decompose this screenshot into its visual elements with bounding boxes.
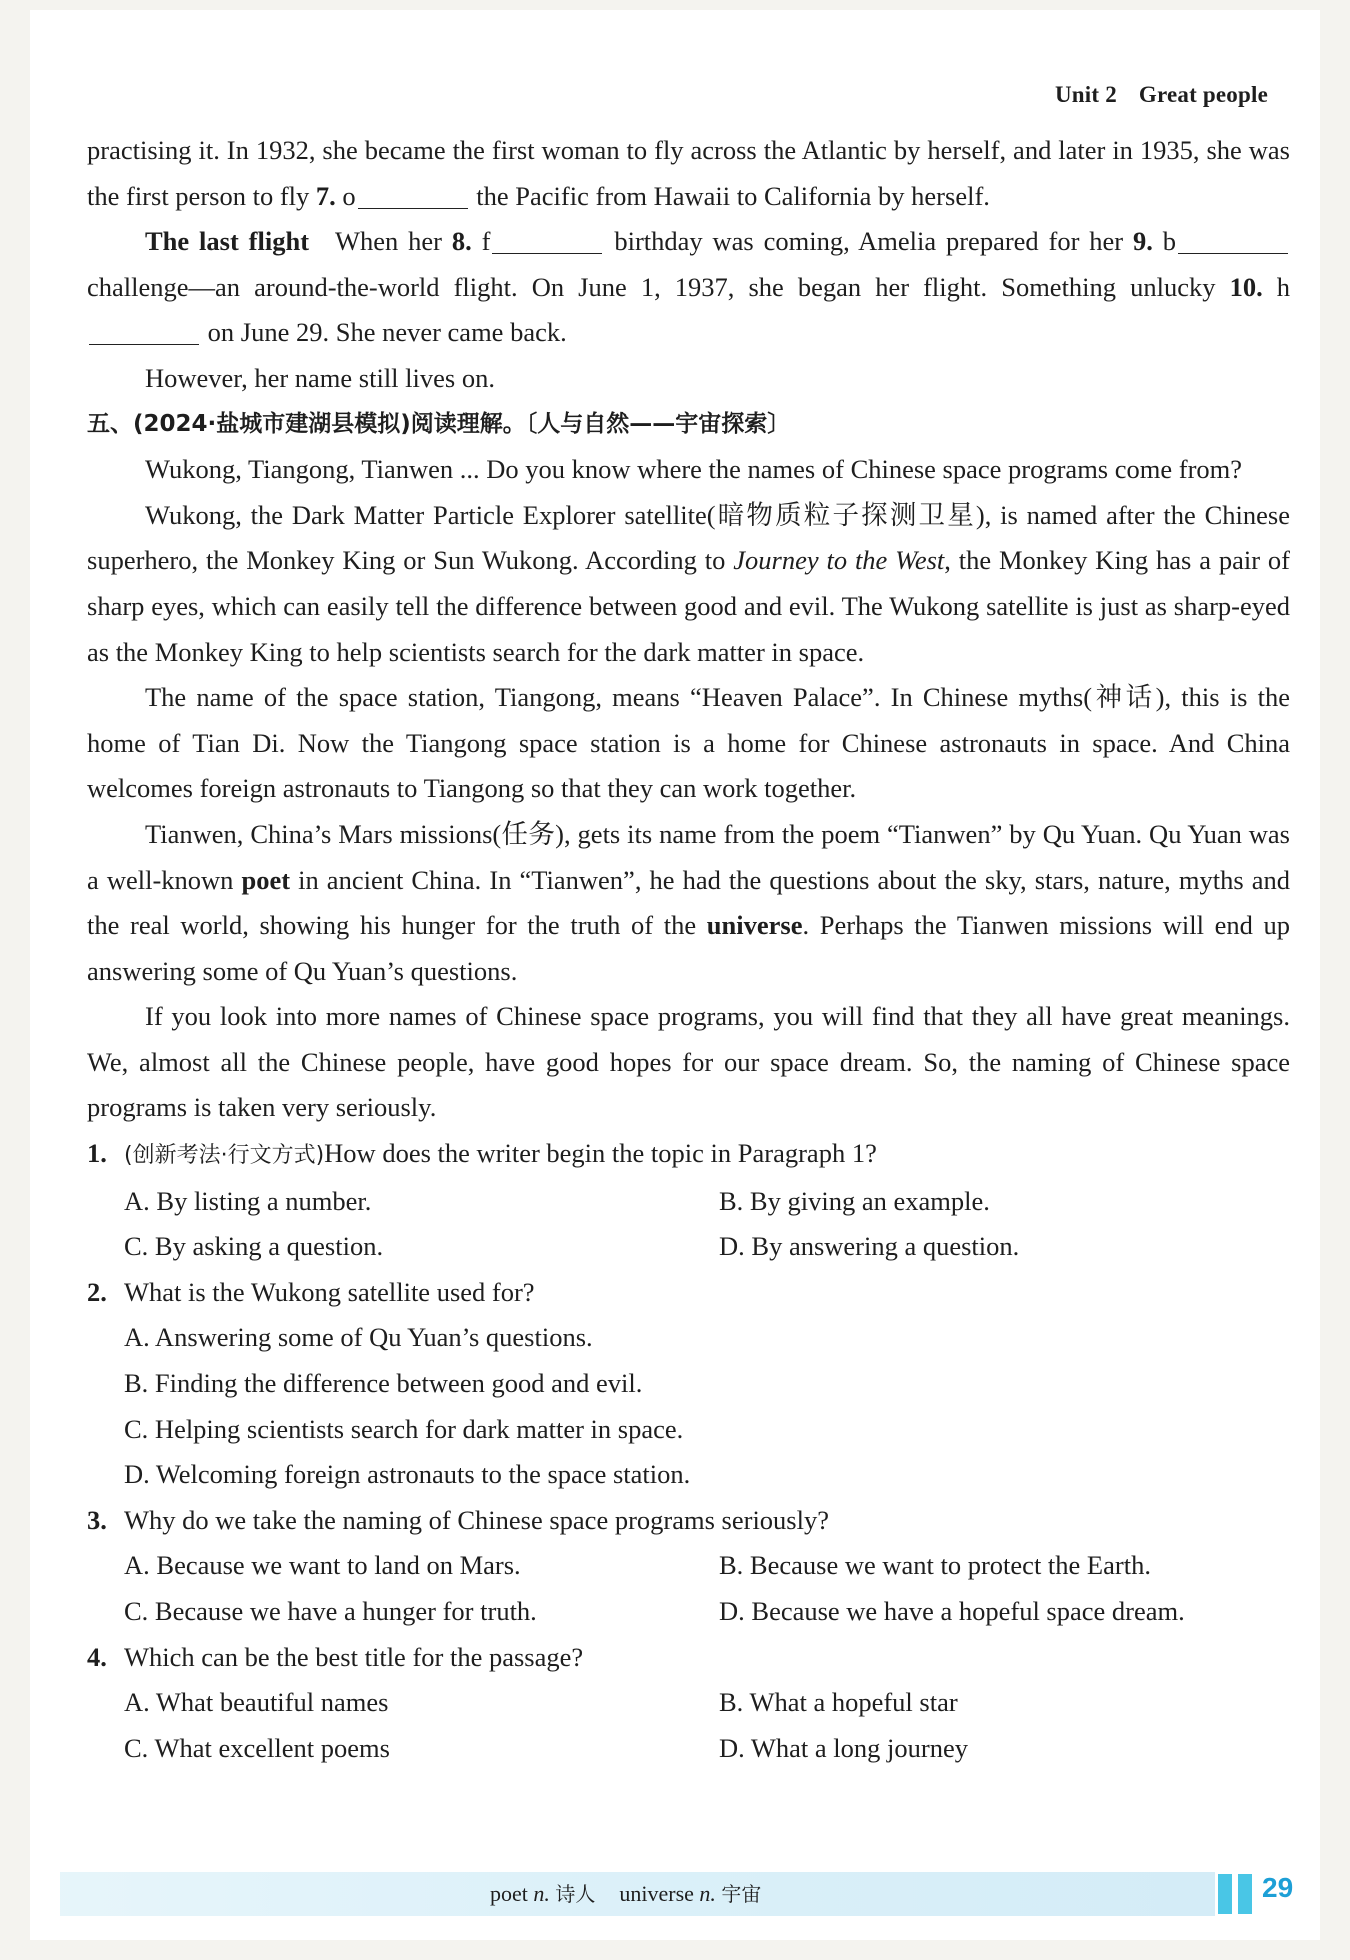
passage-paragraph-2: Wukong, the Dark Matter Particle Explorer satellite(暗物质粒子探测卫星), is named after the Chinese superhero, the Monkey King or Sun Wukong. According to Journey to the West, the Monkey King has a pair of sharp eyes, which can easily tell the difference between good and evil. The Wukong satellite is just as sharp-eyed as the Monkey King to help scientists search for the dark matter in space. — [87, 499, 1290, 667]
passage-paragraph-3: The name of the space station, Tiangong, means “Heaven Palace”. In Chinese myths(神话), this is the home of Tian Di. Now the Tiangong space station is a home for Chinese astronauts in space. And China welcomes foreign astronauts to Tiangong so that they can work together. — [87, 682, 1290, 804]
option-b[interactable]: B. What a hopeful star — [719, 1687, 958, 1718]
option-b[interactable]: B. Because we want to protect the Earth. — [719, 1550, 1151, 1581]
question-1 — [87, 1131, 1290, 1179]
option-a[interactable]: A. By listing a number. — [124, 1185, 372, 1216]
question-tag: (创新考法·行文方式) — [124, 1143, 325, 1169]
question-number: 2. — [87, 1276, 107, 1307]
q9-blank[interactable] — [1178, 223, 1288, 254]
option-c[interactable]: C. Helping scientists search for dark matter in space. — [124, 1413, 684, 1444]
unit-title: Great people — [1138, 82, 1268, 107]
vocabulary-gloss: poet n. 诗人 universe n. 宇宙 — [490, 1881, 762, 1906]
keyword-poet: poet — [241, 864, 291, 895]
question-text: How does the writer begin the topic in Paragraph 1? — [324, 1138, 877, 1169]
question-text: What is the Wukong satellite used for? — [124, 1276, 535, 1307]
option-d[interactable]: D. By answering a question. — [719, 1231, 1020, 1262]
passage-paragraph-1: Wukong, Tiangong, Tianwen ... Do you know where the names of Chinese space programs come from? — [145, 454, 1243, 485]
question-number: 4. — [87, 1641, 107, 1672]
passage-paragraph-4: Tianwen, China’s Mars missions(任务), gets its name from the poem “Tianwen” by Qu Yuan. Qu Yuan was a well-known poet in ancient China. In “Tianwen”, he had the questions about the sky, stars, nature, myths and the real world, showing his hunger for the truth of the universe. Perhaps the Tianwen missions will end up answering some of Qu Yuan’s questions. — [87, 818, 1290, 986]
textbook-page — [30, 10, 1320, 1940]
question-3 — [87, 1498, 1290, 1544]
carryover-paragraph: practising it. In 1932, she became the first woman to fly across the Atlantic by herself, and later in 1935, she was the first person to fly 7. o the Pacific from Hawaii to California by herself. — [87, 135, 1290, 211]
section-heading: 五、(2024·盐城市建湖县模拟)阅读理解。〔人与自然——宇宙探索〕 — [87, 410, 791, 437]
q8-blank[interactable] — [492, 223, 602, 254]
question-4-options — [87, 1680, 1290, 1771]
subheading-last-flight: The last flight — [145, 226, 310, 257]
last-flight-paragraph: The last flight When her 8. f birthday was coming, Amelia prepared for her 9. b challenge—an around-the-world flight. On June 1, 1937, she began her flight. Something unlucky 10. h on June 29. She never came back. — [87, 219, 1290, 356]
option-b[interactable]: B. Finding the difference between good and evil. — [124, 1368, 643, 1399]
passage-paragraph-5: If you look into more names of Chinese space programs, you will find that they all have great meanings. We, almost all the Chinese people, have good hopes for our space dream. So, the naming of Chinese space programs is taken very seriously. — [87, 1001, 1290, 1123]
page-content — [87, 128, 1290, 1771]
q7-blank[interactable] — [358, 178, 468, 209]
question-text: Why do we take the naming of Chinese space programs seriously? — [124, 1504, 829, 1535]
question-3-options — [87, 1543, 1290, 1634]
option-a[interactable]: A. What beautiful names — [124, 1687, 389, 1718]
option-d[interactable]: D. Because we have a hopeful space dream. — [719, 1596, 1185, 1626]
keyword-universe: universe — [706, 910, 803, 941]
question-number: 1. — [87, 1138, 107, 1169]
question-1-options — [87, 1179, 1290, 1270]
option-c[interactable]: C. What excellent poems — [124, 1732, 390, 1763]
option-b[interactable]: B. By giving an example. — [719, 1185, 990, 1216]
option-a[interactable]: A. Because we want to land on Mars. — [124, 1550, 521, 1581]
unit-label: Unit 2 — [1055, 82, 1117, 107]
question-text: Which can be the best title for the passage? — [124, 1641, 584, 1672]
running-header — [1055, 82, 1268, 108]
q10-blank[interactable] — [89, 314, 199, 345]
book-title: Journey to the West — [733, 545, 945, 576]
option-d[interactable]: D. Welcoming foreign astronauts to the space station. — [124, 1459, 691, 1490]
question-2-options — [87, 1315, 1290, 1497]
option-c[interactable]: C. By asking a question. — [124, 1231, 384, 1262]
option-a[interactable]: A. Answering some of Qu Yuan’s questions. — [124, 1322, 593, 1353]
page-number: 29 — [1262, 1872, 1294, 1903]
q7-number: 7. — [315, 180, 336, 211]
question-2 — [87, 1270, 1290, 1316]
option-d[interactable]: D. What a long journey — [719, 1732, 968, 1763]
question-4 — [87, 1635, 1290, 1681]
option-c[interactable]: C. Because we have a hunger for truth. — [124, 1596, 537, 1626]
page-marker-bars — [1218, 1874, 1258, 1918]
closing-sentence: However, her name still lives on. — [145, 362, 495, 393]
question-number: 3. — [87, 1504, 107, 1535]
